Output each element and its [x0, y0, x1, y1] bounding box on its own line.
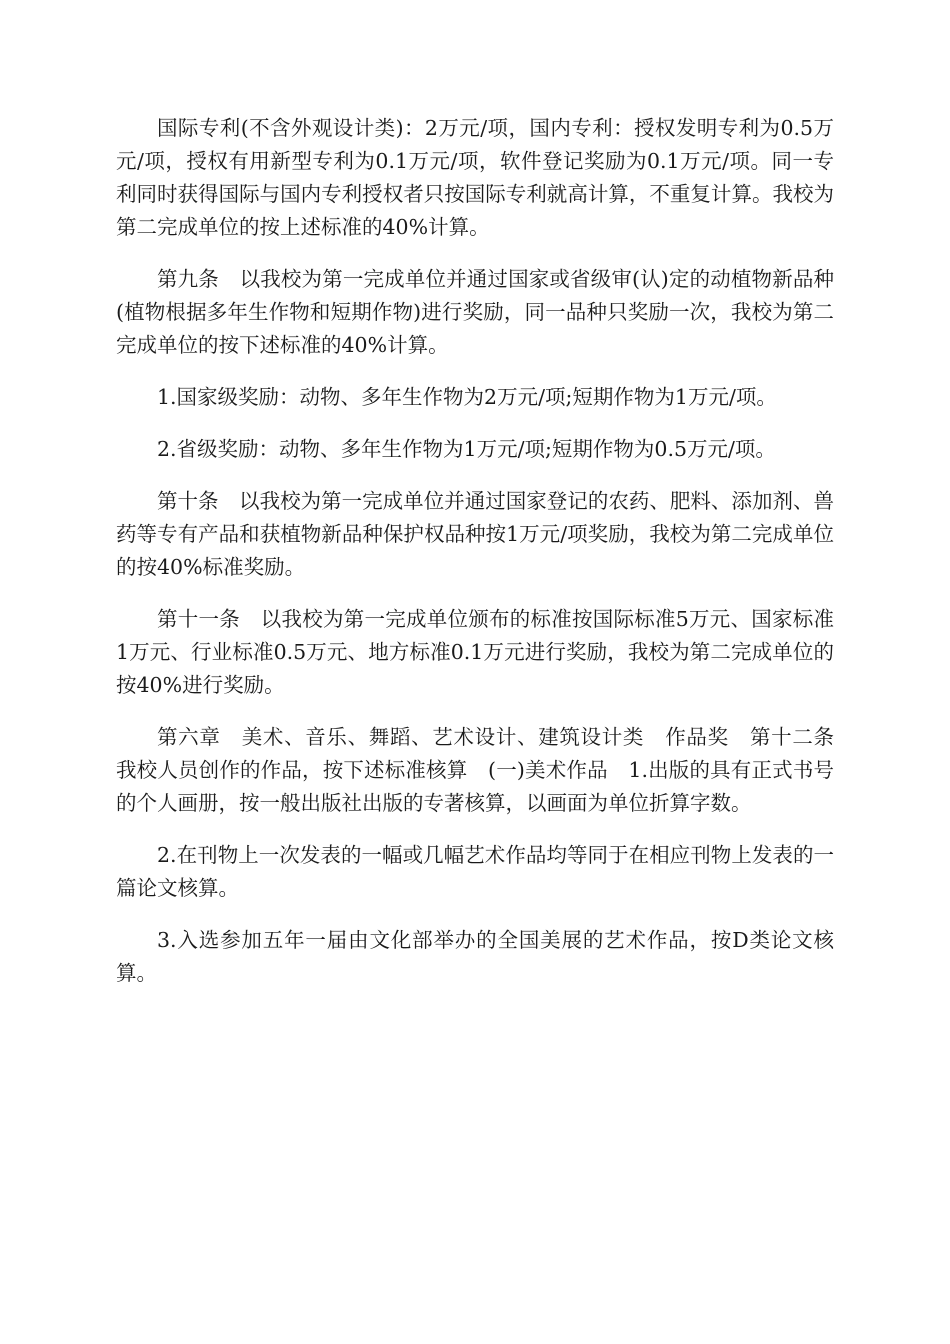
paragraph-article-9: 第九条 以我校为第一完成单位并通过国家或省级审(认)定的动植物新品种(植物根据多年生作物和短期作物)进行奖励，同一品种只奖励一次，我校为第二完成单位的按下述标准的40%计算。	[116, 267, 834, 357]
paragraph-article-10: 第十条 以我校为第一完成单位并通过国家登记的农药、肥料、添加剂、兽药等专有产品和获植物新品种保护权品种按1万元/项奖励，我校为第二完成单位的按40%标准奖励。	[116, 489, 834, 579]
paragraph-article-11: 第十一条 以我校为第一完成单位颁布的标准按国际标准5万元、国家标准1万元、行业标准0.5万元、地方标准0.1万元进行奖励，我校为第二完成单位的按40%进行奖励。	[116, 607, 834, 697]
paragraph-chapter-6-article-12: 第六章 美术、音乐、舞蹈、艺术设计、建筑设计类 作品奖 第十二条 我校人员创作的作品，按下述标准核算 (一)美术作品 1.出版的具有正式书号的个人画册，按一般出版社出版的专著核算，以画面为单位折算字数。	[116, 725, 855, 815]
paragraph-art-item-3: 3.入选参加五年一届由文化部举办的全国美展的艺术作品，按D类论文核算。	[116, 928, 834, 985]
document-page	[116, 112, 855, 1009]
paragraph-national-award: 1.国家级奖励：动物、多年生作物为2万元/项;短期作物为1万元/项。	[157, 385, 777, 409]
paragraph-patent-awards: 国际专利(不含外观设计类)：2万元/项，国内专利：授权发明专利为0.5万元/项，授权有用新型专利为0.1万元/项，软件登记奖励为0.1万元/项。同一专利同时获得国际与国内专利授权者只按国际专利就高计算，不重复计算。我校为第二完成单位的按上述标准的40%计算。	[116, 116, 834, 239]
paragraph-provincial-award: 2.省级奖励：动物、多年生作物为1万元/项;短期作物为0.5万元/项。	[157, 437, 776, 461]
paragraph-art-item-2: 2.在刊物上一次发表的一幅或几幅艺术作品均等同于在相应刊物上发表的一篇论文核算。	[116, 843, 834, 900]
